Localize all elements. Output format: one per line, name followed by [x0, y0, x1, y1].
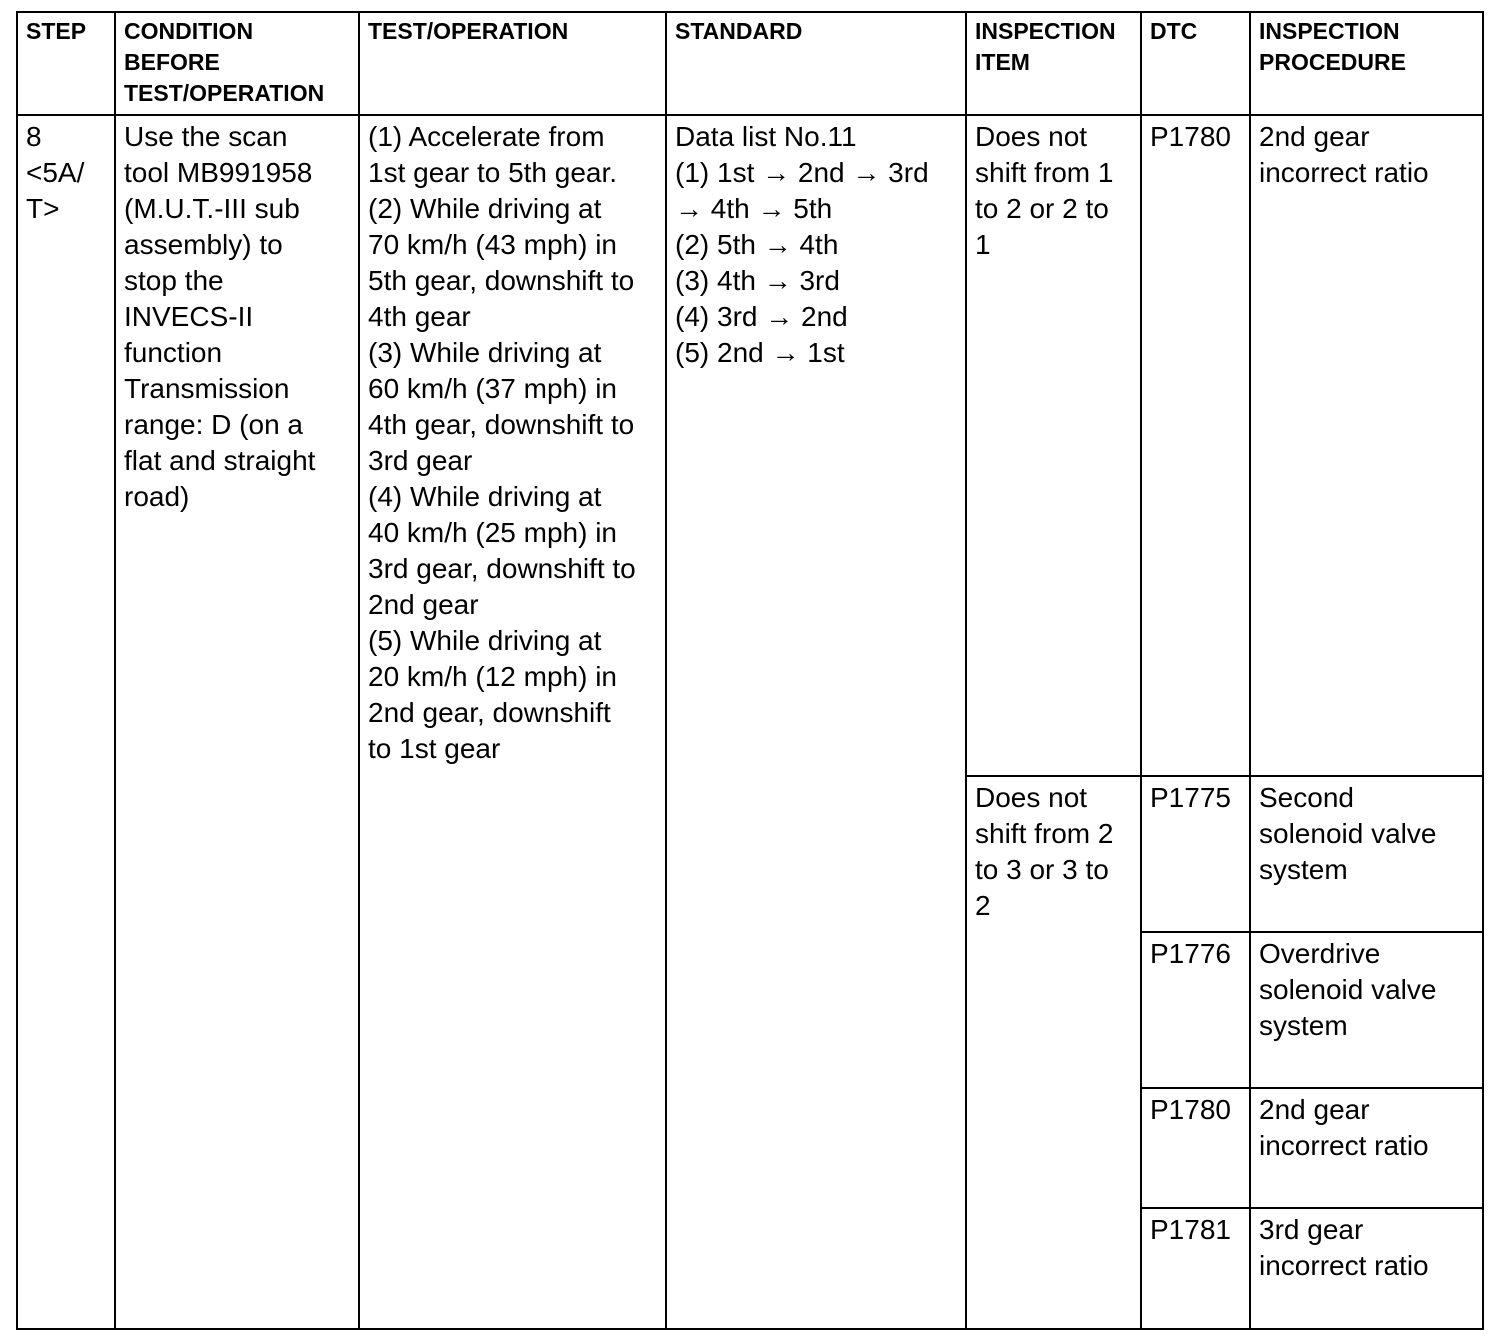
inspection-procedure-cell: 2nd gear incorrect ratio	[1250, 1088, 1483, 1208]
header-condition: CONDITION BEFORE TEST/OPERATION	[115, 12, 359, 115]
table-row	[17, 115, 1483, 776]
header-step: STEP	[17, 12, 115, 115]
dtc-cell: P1775	[1141, 776, 1250, 932]
inspection-procedure-cell: Overdrive solenoid valve system	[1250, 932, 1483, 1088]
header-test-operation: TEST/OPERATION	[359, 12, 666, 115]
condition-cell: Use the scan tool MB991958 (M.U.T.-III sub assembly) to stop the INVECS-II function Transmission range: D (on a flat and straight road)	[115, 115, 359, 1329]
header-standard: STANDARD	[666, 12, 966, 115]
header-inspection-procedure: INSPECTION PROCEDURE	[1250, 12, 1483, 115]
dtc-cell: P1781	[1141, 1208, 1250, 1329]
inspection-item-cell: Does not shift from 2 to 3 or 3 to 2	[966, 776, 1141, 1329]
dtc-cell: P1780	[1141, 115, 1250, 776]
header-inspection-item: INSPECTION ITEM	[966, 12, 1141, 115]
header-dtc: DTC	[1141, 12, 1250, 115]
dtc-cell: P1776	[1141, 932, 1250, 1088]
inspection-table	[16, 11, 1484, 1330]
test-operation-cell: (1) Accelerate from 1st gear to 5th gear. (2) While driving at 70 km/h (43 mph) in 5th gear, downshift to 4th gear (3) While driving at 60 km/h (37 mph) in 4th gear, downshift to 3rd gear (4) While driving at 40 km/h (25 mph) in 3rd gear, downshift to 2nd gear (5) While driving at 20 km/h (12 mph) in 2nd gear, downshift to 1st gear	[359, 115, 666, 1329]
step-cell: 8 <5A/ T>	[17, 115, 115, 1329]
inspection-procedure-cell: Second solenoid valve system	[1250, 776, 1483, 932]
standard-cell: Data list No.11 (1) 1st → 2nd → 3rd → 4th → 5th (2) 5th → 4th (3) 4th → 3rd (4) 3rd → 2nd (5) 2nd → 1st	[666, 115, 966, 1329]
inspection-procedure-cell: 3rd gear incorrect ratio	[1250, 1208, 1483, 1329]
inspection-item-cell: Does not shift from 1 to 2 or 2 to 1	[966, 115, 1141, 776]
header-row	[17, 12, 1483, 115]
inspection-procedure-cell: 2nd gear incorrect ratio	[1250, 115, 1483, 776]
dtc-cell: P1780	[1141, 1088, 1250, 1208]
